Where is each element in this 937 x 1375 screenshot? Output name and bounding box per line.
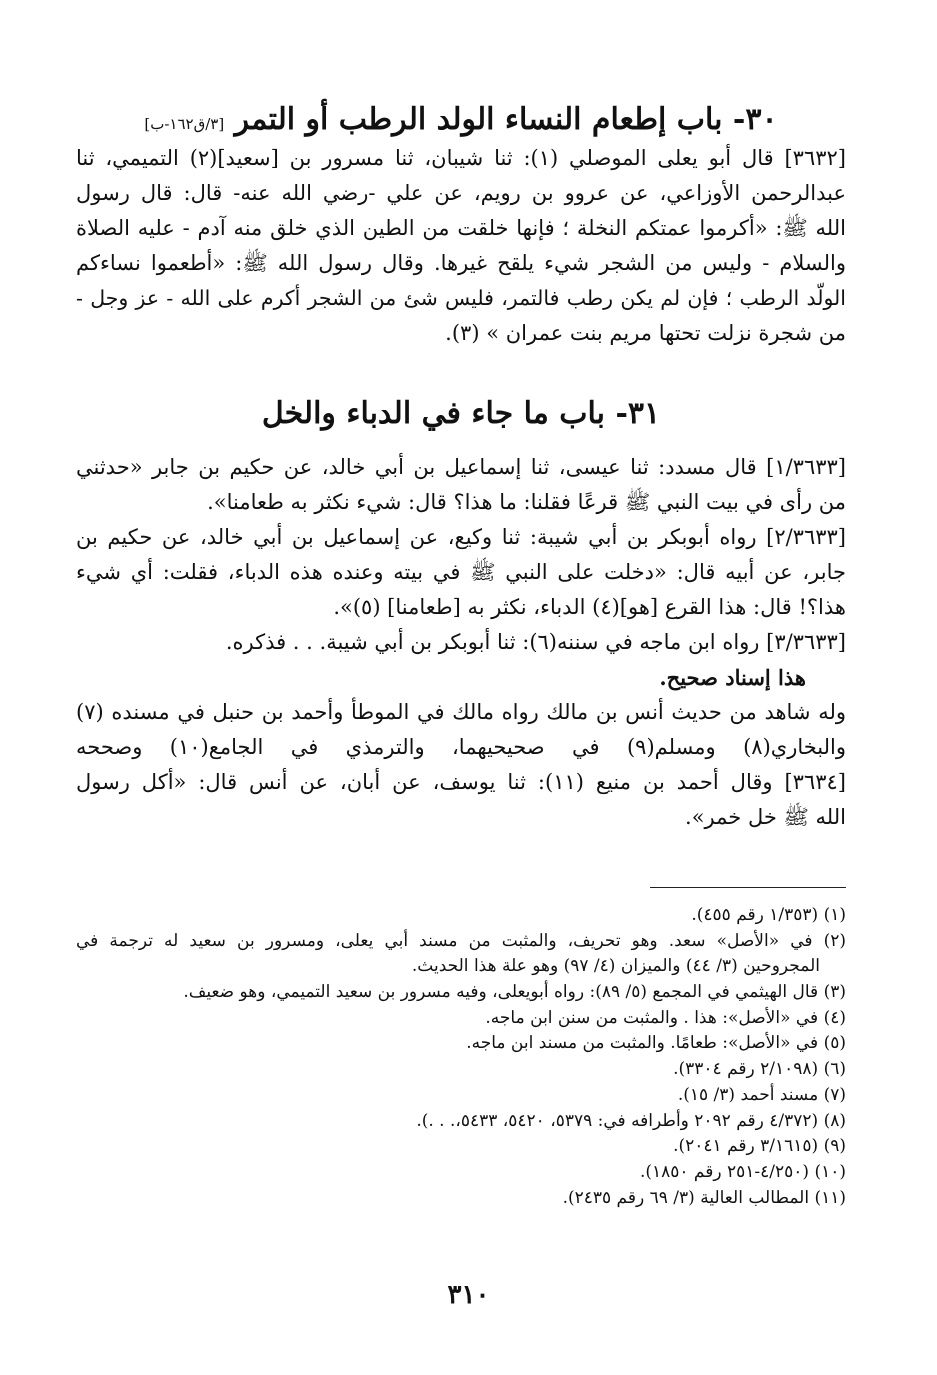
- text-line: الله ﷺ خل خمر».: [685, 805, 846, 829]
- chapter-heading-31-text: ٣١- باب ما جاء في الدباء والخل: [261, 396, 661, 431]
- page-number: ٣١٠: [447, 1280, 490, 1310]
- text-line: من رأى في بيت النبي ﷺ قرعًا فقلنا: ما هذا؟ قال: شيء نكثر به طعامنا».: [207, 490, 846, 514]
- text-line: من شجرة نزلت تحتها مريم بنت عمران » (٣).: [445, 321, 846, 345]
- text-line: [٣٦٣٤] وقال أحمد بن منيع (١١): ثنا يوسف، عن أبان، عن أنس قال: «أكل رسول: [76, 770, 846, 794]
- chapter-heading-30: [76, 98, 846, 146]
- footnote: (٤) في «الأصل»: هذا . والمثبت من سنن ابن ماجه.: [485, 1007, 846, 1028]
- text-line: وله شاهد من حديث أنس بن مالك رواه مالك في الموطأ وأحمد بن حنبل في مسنده (٧): [76, 700, 846, 724]
- footnote: (١١) المطالب العالية (٣/ ٦٩ رقم ٢٤٣٥).: [562, 1187, 846, 1208]
- text-line: الولّد الرطب ؛ فإن لم يكن رطب فالتمر، فليس شئ من الشجر أكرم على الله - عز وجل -: [76, 286, 846, 310]
- isnad-grade: هذا إسناد صحيح.: [659, 665, 806, 690]
- footnote-separator: [650, 887, 846, 888]
- hadith-3632: [76, 141, 846, 351]
- chapter-heading-31: [76, 392, 846, 436]
- chapter-heading-30-text: ٣٠- باب إطعام النساء الولد الرطب أو التمر: [234, 102, 778, 137]
- text-line: [٣/٣٦٣٣] رواه ابن ماجه في سننه(٦): ثنا أبوبكر بن أبي شيبة. . . فذكره.: [225, 630, 846, 654]
- footnote: (٢) في «الأصل» سعد. وهو تحريف، والمثبت من مسند أبي يعلى، ومسرور بن سعيد له ترجمة في: [76, 930, 846, 951]
- hadith-3633-3634: [76, 450, 846, 835]
- footnote: (٣) قال الهيثمي في المجمع (٥/ ٨٩): رواه أبويعلى، وفيه مسرور بن سعيد التميمي، وهو ضعيف.: [183, 982, 846, 1003]
- footnotes: [76, 903, 846, 1211]
- text-line: [٣٦٣٢] قال أبو يعلى الموصلي (١): ثنا شيبان، ثنا مسرور بن [سعيد](٢) التميمي، ثنا: [76, 146, 846, 170]
- footnote: (٨) (٤/٣٧٢ رقم ٢٠٩٢ وأطرافه في: ٥٣٧٩، ٥٤٢٠، ٥٤٣٣،. . .).: [416, 1110, 846, 1131]
- manuscript-folio-ref: [٣/ق١٦٢-ب]: [144, 115, 225, 133]
- text-line: جابر، عن أبيه قال: «دخلت على النبي ﷺ في بيته وعنده هذه الدباء، فقلت: أي شيء: [76, 560, 846, 584]
- footnote: (٧) مسند أحمد (٣/ ١٥).: [677, 1084, 846, 1105]
- footnote: (١٠) (٤/٢٥٠-٢٥١ رقم ١٨٥٠).: [639, 1161, 846, 1182]
- footnote-continuation: المجروحين (٣/ ٤٤) والميزان (٤/ ٩٧) وهو علة هذا الحديث.: [411, 956, 820, 977]
- footnote: (٥) في «الأصل»: طعامًا. والمثبت من مسند ابن ماجه.: [466, 1033, 846, 1054]
- text-line: والسلام - وليس من الشجر شيء يلقح غيرها. وقال رسول الله ﷺ: «أطعموا نساءكم: [76, 251, 846, 275]
- text-line: عبدالرحمن الأوزاعي، عن عروو بن رويم، عن علي -رضي الله عنه- قال: قال رسول: [76, 181, 846, 205]
- text-line: هذا؟! قال: هذا القرع [هو](٤) الدباء، نكثر به [طعامنا] (٥)».: [333, 595, 846, 619]
- footnote: (٦) (٢/١٠٩٨ رقم ٣٣٠٤).: [673, 1059, 846, 1080]
- text-line: [٢/٣٦٣٣] رواه أبوبكر بن أبي شيبة: ثنا وكيع، عن إسماعيل بن أبي خالد، عن حكيم بن: [76, 525, 846, 549]
- text-line: الله ﷺ: «أكرموا عمتكم النخلة ؛ فإنها خلقت من الطين الذي خلق منه آدم - عليه الصلاة: [76, 216, 846, 240]
- footnote: (٩) (٣/١٦١٥ رقم ٢٠٤١).: [673, 1136, 846, 1157]
- text-line: والبخاري(٨) ومسلم(٩) في صحيحيهما، والترمذي في الجامع(١٠) وصححه: [76, 735, 846, 759]
- footnote: (١) (١/٣٥٣ رقم ٤٥٥).: [691, 905, 846, 925]
- text-line: [١/٣٦٣٣] قال مسدد: ثنا عيسى، ثنا إسماعيل بن أبي خالد، عن حكيم بن جابر «حدثني: [76, 455, 846, 479]
